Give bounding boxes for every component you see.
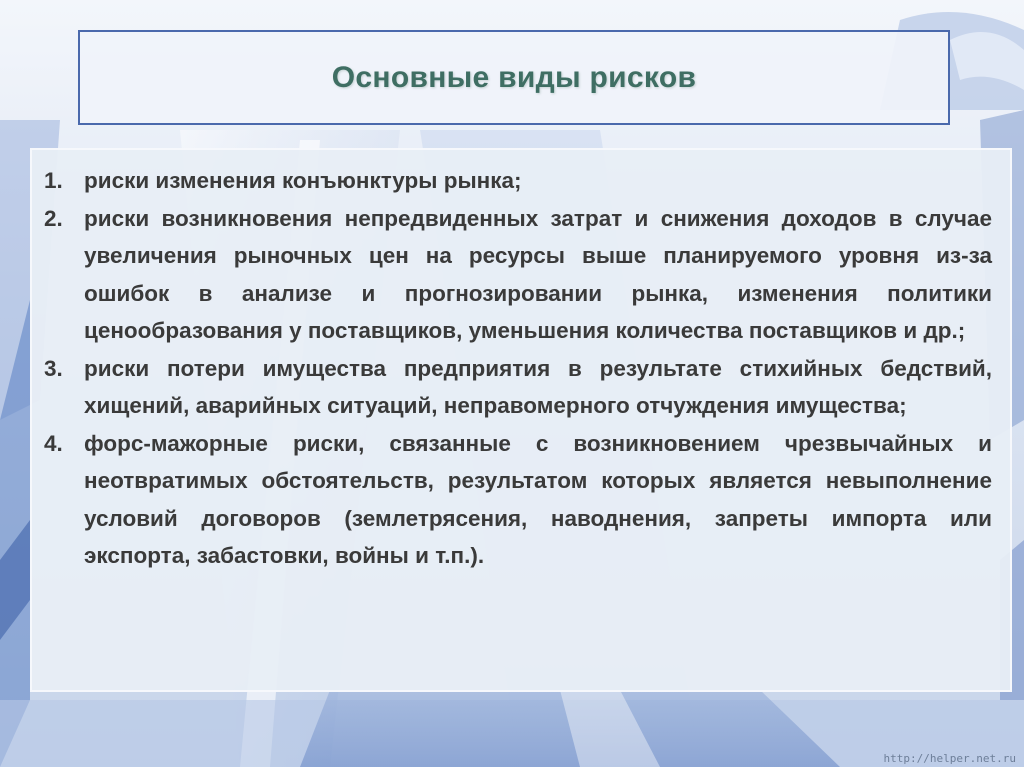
- list-item-text: форс-мажорные риски, связанные с возникновением чрезвычайных и неотвратимых обстоятельств, результатом которых является невыполнение условий договоров (землетрясения, наводнения, запреты импорта или экспорта, забастовки, войны и т.п.).: [84, 430, 992, 568]
- list-item: [44, 425, 992, 575]
- risk-list: [44, 162, 992, 575]
- list-item-text: риски возникновения непредвиденных затрат и снижения доходов в случае увеличения рыночных цен на ресурсы выше планируемого уровня из-за ошибок в анализе и прогнозировании рынка, изменения политики ценообразования у поставщиков, уменьшения количества поставщиков и др.;: [84, 205, 992, 343]
- list-item-number: 4.: [44, 430, 63, 456]
- content-box: [30, 148, 1012, 692]
- list-item: [44, 162, 992, 200]
- title-box: [78, 30, 950, 125]
- list-item-number: 2.: [44, 205, 63, 231]
- list-item-text: риски изменения конъюнктуры рынка;: [84, 168, 522, 193]
- list-item: [44, 200, 992, 350]
- watermark-url: http://helper.net.ru: [883, 752, 1016, 765]
- slide-title: Основные виды рисков: [331, 60, 697, 94]
- list-item-number: 3.: [44, 355, 63, 381]
- list-item-number: 1.: [44, 168, 63, 193]
- list-item: [44, 350, 992, 425]
- list-item-text: риски потери имущества предприятия в результате стихийных бедствий, хищений, аварийных ситуаций, неправомерного отчуждения имущества;: [84, 355, 992, 418]
